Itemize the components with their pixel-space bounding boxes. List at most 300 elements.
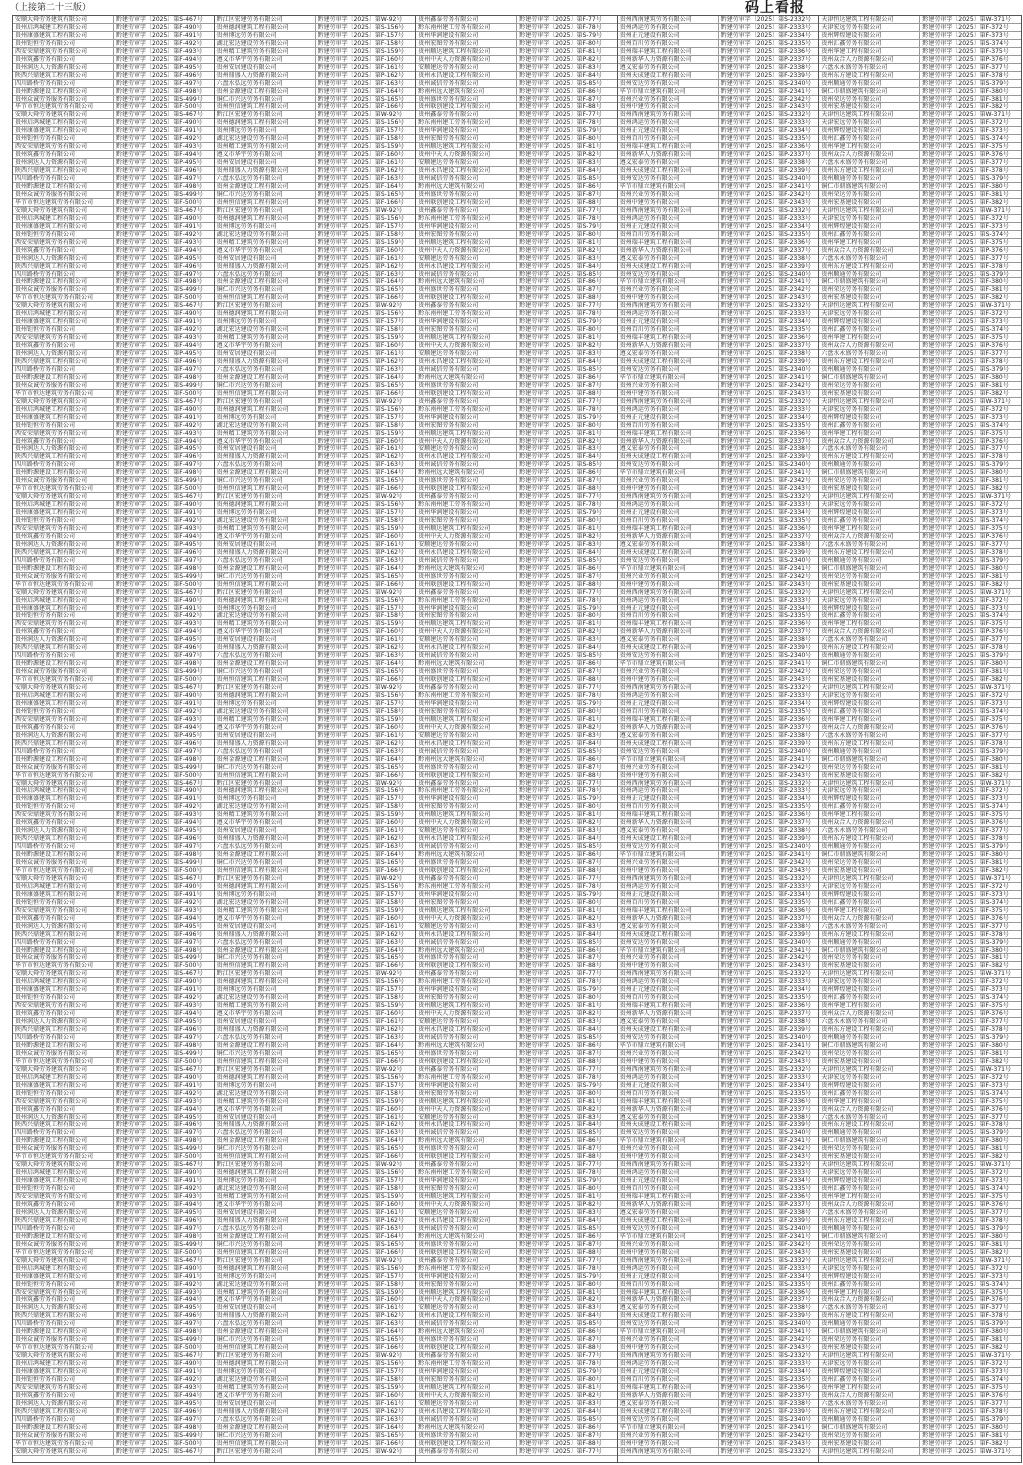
table-row: [13, 533, 214, 541]
license-number: 黔建劳审字〔2025〕第F-493号: [116, 1193, 203, 1201]
license-number: 黔建劳审字〔2025〕第F-2342号: [720, 763, 811, 771]
table-row: [819, 1193, 1021, 1201]
company-name: 四川路桥劳务有限公司: [13, 175, 114, 182]
company-name: 黔江区宏建劳务有限公司: [215, 970, 316, 977]
table-row: [416, 1098, 617, 1106]
company-name: 贵州兴业劳务有限公司: [618, 954, 719, 961]
company-name: 贵州宏基建设有限公司: [819, 676, 920, 683]
table-row: [13, 247, 214, 255]
table-row: [416, 80, 617, 88]
license-number: 黔建劳审字〔2025〕第F-160号: [317, 1296, 404, 1304]
license-number: 黔建劳审字〔2025〕第P-2337号: [720, 819, 811, 827]
table-row: [618, 1114, 819, 1122]
company-name: 贵州顺通劳务有限公司: [819, 80, 920, 87]
table-row: [416, 390, 617, 398]
company-name: 贵州众诚劳务服务有限公司: [13, 764, 114, 771]
table-row: [819, 56, 1021, 64]
table-row: [13, 517, 214, 525]
table-row: [13, 899, 214, 907]
table-row: [416, 756, 617, 764]
company-name: 贵州安达劳务有限公司: [618, 843, 719, 850]
company-name: 贵州荣达劳务有限公司: [819, 859, 920, 866]
company-name: 天津宏远劳务有限公司: [819, 24, 920, 31]
license-number: 黔建劳审字〔2025〕第F-490号: [116, 1360, 203, 1368]
license-number: 黔建劳审字〔2025〕第F-500号: [116, 1153, 203, 1161]
company-name: 毕节市鼎立建筑有限公司: [618, 469, 719, 476]
license-number: 黔建劳审字〔2025〕第S-2340号: [720, 652, 812, 660]
company-name: 贵州百川劳务有限公司: [618, 899, 719, 906]
table-row: [618, 16, 819, 24]
company-name: 贵州顺通劳务有限公司: [819, 271, 920, 278]
license-number: 黔建劳审字〔2025〕第W-92号: [317, 302, 403, 310]
table-row: [416, 1002, 617, 1010]
table-row: [416, 811, 617, 819]
company-name: 贵州润达人力资源有限公司: [13, 64, 114, 71]
license-number: 黔建劳审字〔2025〕第F-83号: [519, 445, 602, 453]
table-row: [13, 1312, 214, 1320]
company-name: 贵州天成建设工程有限公司: [618, 1026, 719, 1033]
table-row: [215, 24, 416, 32]
company-name: 贵州中建劳务有限公司: [618, 1153, 719, 1160]
table-row: [819, 907, 1021, 915]
table-row: [215, 167, 416, 175]
company-name: 陕西兴鼎建筑工程有限公司: [13, 1026, 114, 1033]
company-name: 铜仁市鼎盛建筑有限公司: [819, 851, 920, 858]
company-name: 贵州筑鑫劳务有限公司: [13, 151, 114, 158]
license-number: 黔建劳审字〔2025〕第F-86号: [519, 1328, 602, 1336]
license-number: 黔建劳审字〔2025〕第F-496号: [116, 262, 203, 270]
company-name: 天津恒达建筑工程有限公司: [819, 1448, 920, 1455]
company-name: 贵州盛世劳务有限公司: [416, 1432, 517, 1439]
company-name: 贵州联创建设工程有限公司: [416, 1249, 517, 1256]
license-number: 黔建劳审字〔2025〕第S-499号: [116, 95, 203, 103]
company-name: 贵州安达劳务有限公司: [618, 939, 719, 946]
company-name: 贵州博远劳务有限公司: [215, 1368, 316, 1375]
license-number: 黔建劳审字〔2025〕第F-381号: [922, 763, 1009, 771]
license-number: 黔建劳审字〔2025〕第F-380号: [922, 1328, 1009, 1336]
table-row: [416, 1129, 617, 1137]
license-number: 黔建劳审字〔2025〕第F-88号: [519, 1248, 602, 1256]
license-number: 黔建劳审字〔2025〕第P-2337号: [720, 1105, 811, 1113]
license-number: 黔建劳审字〔2025〕第F-494号: [116, 628, 203, 636]
table-row: [215, 1448, 416, 1456]
license-number: 黔建劳审字〔2025〕第F-160号: [317, 819, 404, 827]
license-number: 黔建劳审字〔2025〕第F-83号: [519, 1399, 602, 1407]
table-row: [618, 1344, 819, 1352]
table-row: [618, 700, 819, 708]
license-number: 黔建劳审字〔2025〕第F-86号: [519, 564, 602, 572]
license-number: 黔建劳审字〔2025〕第F-160号: [317, 628, 404, 636]
license-number: 黔建劳审字〔2025〕第S-159号: [317, 811, 405, 819]
license-number: 黔建劳审字〔2025〕第F-497号: [116, 938, 203, 946]
table-row: [819, 374, 1021, 382]
company-name: 贵州东方建设工程有限公司: [819, 72, 920, 79]
company-name: 六盘水弘远劳务有限公司: [215, 557, 316, 564]
company-name: 贵州华润建设有限公司: [416, 700, 517, 707]
license-number: 黔建劳审字〔2025〕第F-77号: [519, 684, 602, 692]
license-number: 黔建劳审字〔2025〕第S-499号: [116, 1049, 203, 1057]
company-name: 贵州精工建筑劳务有限公司: [215, 1002, 316, 1009]
table-row: [819, 1209, 1021, 1217]
company-name: 黔东南州建工劳务有限公司: [416, 1169, 517, 1176]
license-number: 黔建劳审字〔2025〕第F-500号: [116, 1344, 203, 1352]
table-row: [618, 1121, 819, 1129]
license-number: 黔建劳审字〔2025〕第S-85号: [519, 365, 603, 373]
license-number: 黔建劳审字〔2025〕第F-157号: [317, 318, 404, 326]
license-number: 黔建劳审字〔2025〕第F-500号: [116, 866, 203, 874]
company-name: 贵州安达劳务有限公司: [618, 1320, 719, 1327]
table-row: [819, 899, 1021, 907]
table-row: [416, 1018, 617, 1026]
table-row: [13, 96, 214, 104]
license-number: 黔建劳审字〔2025〕第F-2338号: [720, 445, 811, 453]
company-name: 遵义宏泰劳务有限公司: [618, 1018, 719, 1025]
license-number: 黔建劳审字〔2025〕第F-377号: [922, 1113, 1009, 1121]
license-number: 黔建劳审字〔2025〕第S-379号: [922, 747, 1010, 755]
license-number: 黔建劳审字〔2025〕第S-2335号: [720, 326, 812, 334]
license-number: 黔建劳审字〔2025〕第F-158号: [317, 39, 404, 47]
table-row: [215, 1121, 416, 1129]
license-number: 黔建劳审字〔2025〕第S-2335号: [720, 135, 812, 143]
license-number: 黔建劳审字〔2025〕第F-2341号: [720, 183, 811, 190]
company-name: 贵州华润建设有限公司: [416, 1368, 517, 1375]
company-name: 贵州钜恒劳务有限公司: [13, 517, 114, 524]
license-number: 黔建劳审字〔2025〕第S-2340号: [720, 938, 812, 946]
license-number: 黔建劳审字〔2025〕第F-86号: [519, 278, 602, 286]
company-name: 贵州宏图劳务有限公司: [416, 135, 517, 142]
license-number: 黔建劳审字〔2025〕第F-83号: [519, 827, 602, 835]
company-name: 贵州天成建设工程有限公司: [618, 835, 719, 842]
company-name: 四川路桥劳务有限公司: [13, 557, 114, 564]
company-name: 安顺大舜劳务建筑有限公司: [13, 970, 114, 977]
license-number: 黔建劳审字〔2025〕第F-382号: [922, 294, 1009, 302]
table-row: [215, 223, 416, 231]
license-number: 黔建劳审字〔2025〕第F-77号: [519, 111, 602, 119]
table-row: [215, 764, 416, 772]
company-name: 贵州鼎盛人力资源有限公司: [215, 167, 316, 174]
table-row: [618, 764, 819, 772]
table-row: [416, 907, 617, 915]
license-number: 黔建劳审字〔2025〕第S-79号: [519, 986, 603, 994]
license-number: 黔建劳审字〔2025〕第S-499号: [116, 1431, 203, 1439]
table-row: [215, 1058, 416, 1066]
company-name: 贵州宏图劳务有限公司: [416, 1185, 517, 1192]
license-number: 黔建劳审字〔2025〕第P-495号: [116, 922, 203, 930]
table-row: [819, 1185, 1021, 1193]
license-number: 黔建劳审字〔2025〕第P-2337号: [720, 628, 811, 636]
table-row: [618, 1225, 819, 1233]
license-number: 黔建劳审字〔2025〕第F-161号: [317, 1018, 404, 1026]
license-number: 黔建劳审字〔2025〕第F-163号: [317, 270, 404, 278]
company-name: 六盘水弘远劳务有限公司: [215, 939, 316, 946]
table-row: [215, 1217, 416, 1225]
company-name: 贵州永昌建设工程有限公司: [416, 1121, 517, 1128]
table-row: [13, 1448, 214, 1456]
table-row: [618, 676, 819, 684]
company-name: 贵州荣达劳务有限公司: [819, 1336, 920, 1343]
license-number: 黔建劳审字〔2025〕第S-467号: [116, 493, 203, 501]
license-number: 黔建劳审字〔2025〕第F-2338号: [720, 159, 811, 167]
table-row: [819, 1177, 1021, 1185]
company-name: 贵州荣达劳务有限公司: [819, 477, 920, 484]
company-name: 铜仁市鼎盛建筑有限公司: [819, 565, 920, 572]
license-number: 黔建劳审字〔2025〕第F-2334号: [720, 318, 811, 326]
license-number: 黔建劳审字〔2025〕第S-374号: [922, 1089, 1010, 1097]
company-name: 黔江区宏建劳务有限公司: [215, 589, 316, 596]
license-number: 黔建劳审字〔2025〕第F-381号: [922, 1145, 1009, 1153]
license-number: 黔建劳审字〔2025〕第F-372号: [922, 1169, 1009, 1177]
table-row: [819, 1320, 1021, 1328]
license-number: 黔建劳审字〔2025〕第F-2339号: [720, 167, 811, 175]
company-name: 遵义宏泰劳务有限公司: [618, 64, 719, 71]
company-name: 贵州中天人力资源有限公司: [416, 628, 517, 635]
license-number: 黔建劳审字〔2025〕第F-378号: [922, 71, 1009, 79]
company-name: 铜仁市兴达劳务有限公司: [215, 96, 316, 103]
table-row: [618, 947, 819, 955]
company-name: 四川路桥劳务有限公司: [13, 461, 114, 468]
company-name: 贵州宏基建设有限公司: [819, 199, 920, 206]
license-number: 黔建劳审字〔2025〕第S-85号: [519, 79, 603, 87]
company-name: 贵州中建劳务有限公司: [618, 867, 719, 874]
license-number: 黔建劳审字〔2025〕第F-161号: [317, 636, 404, 644]
table-row: [215, 64, 416, 72]
table-row: [13, 40, 214, 48]
table-row: [215, 1360, 416, 1368]
license-number: 黔建劳审字〔2025〕第F-88号: [519, 294, 602, 302]
table-row: [618, 541, 819, 549]
license-number: 黔建劳审字〔2025〕第S-85号: [519, 175, 603, 183]
company-name: 贵州众诚劳务服务有限公司: [13, 668, 114, 675]
table-row: [819, 438, 1021, 446]
company-name: 遵义市华宇劳务有限公司: [215, 628, 316, 635]
table-row: [215, 1185, 416, 1193]
company-name: 贵州华润建设有限公司: [416, 223, 517, 230]
company-name: 贵州鸿运劳务有限公司: [618, 24, 719, 31]
company-name: 贵州瑞丰建筑工程有限公司: [618, 1289, 719, 1296]
license-number: 黔建劳审字〔2025〕第F-2339号: [720, 1121, 811, 1129]
table-row: [215, 318, 416, 326]
table-row: [618, 501, 819, 509]
company-name: 贵州宏图劳务有限公司: [416, 612, 517, 619]
table-row: [416, 366, 617, 374]
table-row: [819, 159, 1021, 167]
license-number: 黔建劳审字〔2025〕第P-495号: [116, 540, 203, 548]
table-row: [13, 708, 214, 716]
company-name: 安顺建达劳务有限公司: [416, 64, 517, 71]
license-number: 黔建劳审字〔2025〕第S-156号: [317, 596, 405, 604]
company-name: 贵州顺达建筑工程有限公司: [416, 48, 517, 55]
company-name: 贵州安居建设有限公司: [215, 1114, 316, 1121]
company-name: 贵州中天人力资源有限公司: [416, 915, 517, 922]
license-number: 黔建劳审字〔2025〕第F-2333号: [720, 501, 811, 509]
company-name: 贵州新华人力资源有限公司: [618, 151, 719, 158]
company-name: 贵州宏图劳务有限公司: [416, 1090, 517, 1097]
table-row: [819, 469, 1021, 477]
company-name: 贵州瑞丰建筑工程有限公司: [618, 716, 719, 723]
license-number: 黔建劳审字〔2025〕第F-498号: [116, 1041, 203, 1049]
table-row: [618, 1265, 819, 1273]
table-row: [416, 1090, 617, 1098]
table-row: [618, 445, 819, 453]
license-number: 黔建劳审字〔2025〕第F-160号: [317, 723, 404, 731]
company-name: 六盘水永盛劳务有限公司: [819, 350, 920, 357]
license-number: 黔建劳审字〔2025〕第F-2341号: [720, 278, 811, 286]
table-row: [215, 501, 416, 509]
company-name: 贵州鸿运劳务有限公司: [618, 1169, 719, 1176]
table-row: [416, 954, 617, 962]
company-name: 贵州众诚劳务服务有限公司: [13, 477, 114, 484]
license-number: 黔建劳审字〔2025〕第F-87号: [519, 763, 602, 771]
company-name: 贵州众合人力资源有限公司: [819, 1392, 920, 1399]
table-row: [416, 72, 617, 80]
license-number: 黔建劳审字〔2025〕第F-492号: [116, 1375, 203, 1383]
company-name: 贵州中天人力资源有限公司: [416, 1010, 517, 1017]
table-row: [618, 191, 819, 199]
table-row: [819, 1384, 1021, 1392]
license-number: 黔建劳审字〔2025〕第F-166号: [317, 580, 404, 588]
company-name: 贵州宏基建设有限公司: [819, 485, 920, 492]
company-name: 安顺建达劳务有限公司: [416, 1018, 517, 1025]
license-number: 黔建劳审字〔2025〕第F-158号: [317, 326, 404, 334]
license-number: 黔建劳审字〔2025〕第S-156号: [317, 1073, 405, 1081]
company-name: 贵州顺达建筑工程有限公司: [416, 239, 517, 246]
table-row: [618, 1352, 819, 1360]
table-row: [215, 469, 416, 477]
company-name: 贵州宏基建设有限公司: [819, 1058, 920, 1065]
license-number: 黔建劳审字〔2025〕第S-2340号: [720, 1224, 812, 1232]
company-name: 贵州安居建设有限公司: [215, 732, 316, 739]
license-number: 黔建劳审字〔2025〕第F-493号: [116, 620, 203, 628]
table-row: [215, 756, 416, 764]
company-name: 四川路桥劳务有限公司: [13, 1034, 114, 1041]
company-name: 贵州东方建设工程有限公司: [819, 167, 920, 174]
company-name: 安顺建达劳务有限公司: [416, 732, 517, 739]
table-row: [618, 1289, 819, 1297]
license-number: 黔建劳审字〔2025〕第S-467号: [116, 397, 203, 405]
table-row: [618, 811, 819, 819]
company-name: 黔东南州建工劳务有限公司: [416, 978, 517, 985]
license-number: 黔建劳审字〔2025〕第W-92号: [317, 970, 403, 978]
license-number: 黔建劳审字〔2025〕第F-378号: [922, 1312, 1009, 1320]
table-row: [13, 1416, 214, 1424]
table-row: [215, 342, 416, 350]
company-name: 黔东南州建工劳务有限公司: [416, 597, 517, 604]
company-name: 四川路桥劳务有限公司: [13, 1320, 114, 1327]
company-name: 西安荣鼎建筑劳务有限公司: [13, 239, 114, 246]
license-number: 黔建劳审字〔2025〕第F-377号: [922, 159, 1009, 167]
license-number: 黔建劳审字〔2025〕第F-80号: [519, 612, 602, 620]
table-row: [618, 1384, 819, 1392]
table-row: [13, 1336, 214, 1344]
company-name: 贵州东方建设工程有限公司: [819, 1312, 920, 1319]
table-row: [215, 1344, 416, 1352]
license-number: 黔建劳审字〔2025〕第S-2335号: [720, 1375, 812, 1383]
license-number: 黔建劳审字〔2025〕第F-78号: [519, 787, 602, 795]
company-name: 湖北宏达建设劳务有限公司: [215, 422, 316, 429]
table-row: [13, 549, 214, 557]
license-number: 黔建劳审字〔2025〕第W-92号: [317, 493, 403, 501]
license-number: 黔建劳审字〔2025〕第F-498号: [116, 183, 203, 190]
license-number: 黔建劳审字〔2025〕第F-493号: [116, 334, 203, 342]
license-number: 黔建劳审字〔2025〕第F-158号: [317, 898, 404, 906]
license-number: 黔建劳审字〔2025〕第S-165号: [317, 381, 405, 389]
license-number: 黔建劳审字〔2025〕第F-378号: [922, 1407, 1009, 1415]
company-name: 贵州宏基建设有限公司: [819, 294, 920, 301]
company-name: 贵州荣达劳务有限公司: [819, 96, 920, 103]
company-name: 六盘水弘远劳务有限公司: [215, 1416, 316, 1423]
licence-listing-table: [12, 15, 1022, 1463]
company-name: 贵州恒信建筑工程有限公司: [215, 867, 316, 874]
company-name: 天津宏远劳务有限公司: [819, 1169, 920, 1176]
license-number: 黔建劳审字〔2025〕第S-2335号: [720, 803, 812, 811]
table-row: [416, 493, 617, 501]
table-row: [416, 1289, 617, 1297]
table-row: [416, 819, 617, 827]
company-name: 贵州西南建筑劳务有限公司: [618, 875, 719, 882]
license-number: 黔建劳审字〔2025〕第S-2335号: [720, 707, 812, 715]
company-name: 遵义市华宇劳务有限公司: [215, 247, 316, 254]
company-name: 贵州安居建设有限公司: [215, 350, 316, 357]
company-name: 贵州正元建设有限公司: [618, 891, 719, 898]
company-name: 贵州中天人力资源有限公司: [416, 342, 517, 349]
table-row: [618, 1249, 819, 1257]
license-number: 黔建劳审字〔2025〕第F-166号: [317, 1344, 404, 1352]
table-row: [215, 199, 416, 207]
license-number: 黔建劳审字〔2025〕第F-490号: [116, 882, 203, 890]
license-number: 黔建劳审字〔2025〕第F-381号: [922, 1431, 1009, 1439]
license-number: 黔建劳审字〔2025〕第F-163号: [317, 652, 404, 660]
license-number: 黔建劳审字〔2025〕第F-372号: [922, 119, 1009, 127]
license-number: 黔建劳审字〔2025〕第S-2340号: [720, 270, 812, 278]
company-name: 黔东南州建工劳务有限公司: [416, 1074, 517, 1081]
company-name: 湖北宏达建设劳务有限公司: [215, 1281, 316, 1288]
company-name: 贵州天成建设工程有限公司: [618, 1217, 719, 1224]
table-row: [819, 620, 1021, 628]
company-name: 天津恒达建筑工程有限公司: [819, 684, 920, 691]
license-number: 黔建劳审字〔2025〕第F-164号: [317, 1232, 404, 1240]
company-name: 遵义市华宇劳务有限公司: [215, 1106, 316, 1113]
license-number: 黔建劳审字〔2025〕第F-163号: [317, 79, 404, 87]
table-row: [416, 732, 617, 740]
license-number: 黔建劳审字〔2025〕第F-498号: [116, 373, 203, 381]
company-name: 贵州鼎盛人力资源有限公司: [215, 72, 316, 79]
license-number: 黔建劳审字〔2025〕第F-493号: [116, 906, 203, 914]
table-row: [618, 756, 819, 764]
license-number: 黔建劳审字〔2025〕第F-164号: [317, 660, 404, 668]
table-row: [618, 1201, 819, 1209]
table-row: [819, 795, 1021, 803]
license-number: 黔建劳审字〔2025〕第F-491号: [116, 890, 203, 898]
table-row: [819, 1066, 1021, 1074]
company-name: 安顺大舜劳务建筑有限公司: [13, 684, 114, 691]
company-name: 贵州鑫泰劳务有限公司: [416, 207, 517, 214]
table-row: [13, 716, 214, 724]
license-number: 黔建劳审字〔2025〕第F-2342号: [720, 95, 811, 103]
table-row: [416, 119, 617, 127]
table-row: [416, 1106, 617, 1114]
table-row: [618, 612, 819, 620]
table-row: [819, 636, 1021, 644]
license-number: 黔建劳审字〔2025〕第W-92号: [317, 874, 403, 882]
company-name: 六盘水永盛劳务有限公司: [819, 255, 920, 262]
table-row: [13, 724, 214, 732]
license-number: 黔建劳审字〔2025〕第W-92号: [317, 1065, 403, 1073]
company-name: 贵州顺通劳务有限公司: [819, 366, 920, 373]
company-name: 毕节市鼎立建筑有限公司: [618, 88, 719, 95]
license-number: 黔建劳审字〔2025〕第F-160号: [317, 1391, 404, 1399]
company-name: 贵州西南建筑劳务有限公司: [618, 970, 719, 977]
license-number: 黔建劳审字〔2025〕第S-2332号: [720, 493, 812, 501]
